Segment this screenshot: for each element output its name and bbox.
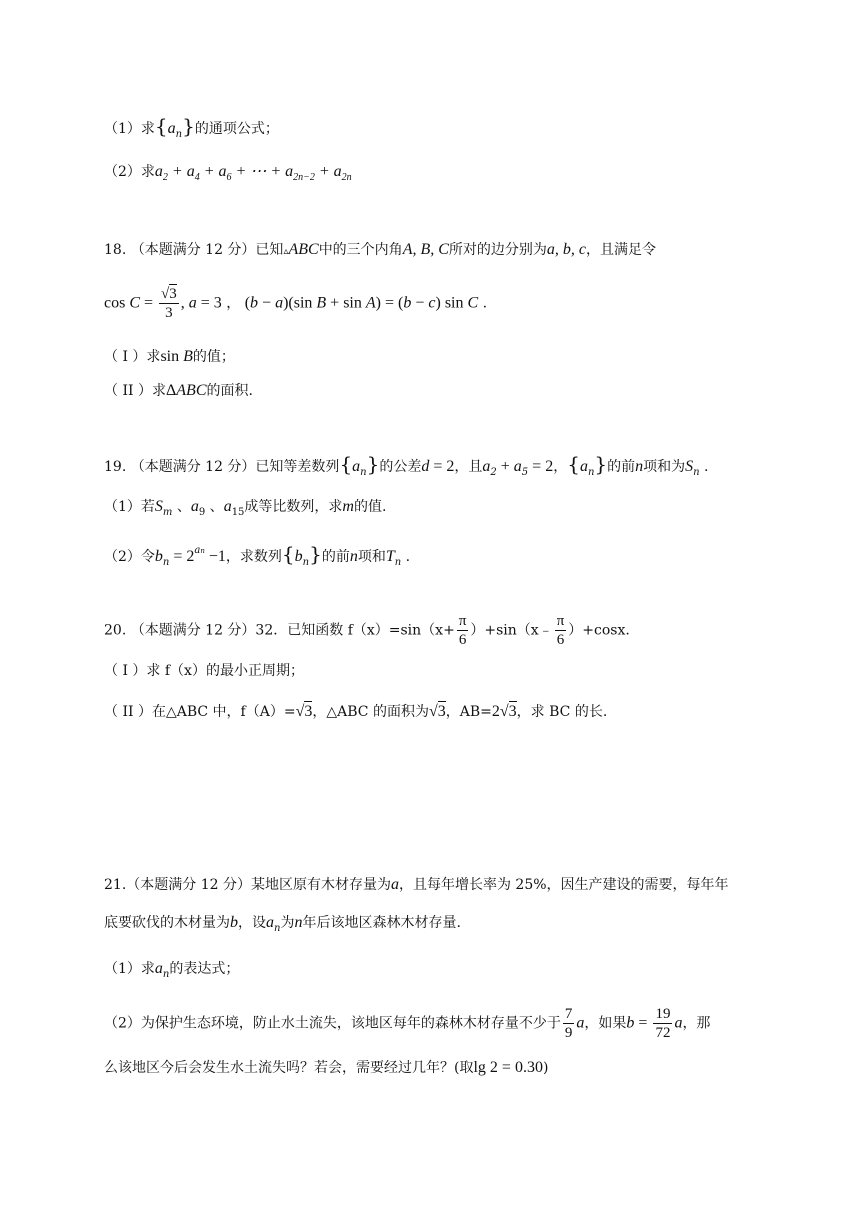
q20-heading: 20. （本题满分 12 分）32．已知函数 f（x）=sin（x+ $\frac{\pi}{6}$ ）+sin（x﹣ $\frac{\pi}{6}$ ）+cosx.: [104, 613, 630, 648]
q21-part2: （2）为保护生态环境，防止水土流失，该地区每年的森林木材存量不少于 $\frac{7}{9}$ a，如果b = $\frac{19}{72}$ a，那: [104, 1006, 711, 1041]
q19-part2: （2）令$b_n = 2^{an} -1$，求数列$\{b_n\}$的前n项和$T_n$ .: [104, 542, 411, 568]
q21-line2: 底要砍伐的木材量为b，设$a_n$为n年后该地区森林木材存量.: [104, 914, 461, 934]
q20-part1: （ I ）求 f（x）的最小正周期；: [104, 663, 304, 679]
q18-conditions: cos C = $\frac{√3}{3}$ , a = 3 ， (b − a)(sin B + sin A) = (b − c) sin C .: [104, 286, 488, 321]
q20-part2: （ II ）在△ABC 中，f（A）=√3，△ABC 的面积为√3，AB=2√3，求 BC 的长.: [104, 703, 608, 720]
q17-part1: （1）求$\{a_n\}$的通项公式；: [104, 114, 279, 140]
seven-ninths-fraction: $\frac{7}{9}$: [564, 1006, 573, 1041]
q21-heading: 21.（本题满分 12 分）某地区原有木材存量为a，且每年增长率为 25%，因生产建设的需要，每年年: [104, 876, 729, 893]
q18-heading: 18. （本题满分 12 分）已知▵ABC中的三个内角A, B, C所对的边分别为a, b, c，且满足令: [104, 241, 657, 258]
q18-part1: （ I ）求sin B的值；: [104, 348, 235, 365]
pi-over-6-fraction: $\frac{\pi}{6}$: [458, 613, 467, 648]
q19-heading: 19. （本题满分 12 分）已知等差数列$\{a_n\}$的公差d = 2，且$a_2 + a_5 = 2$，$\{a_n\}$的前n项和为$S_n$ .: [104, 452, 709, 478]
q21-last-line: 么该地区今后会发生水土流失吗？若会，需要经过几年？(取lg 2 = 0.30): [104, 1059, 549, 1076]
q17-sum-expression: $a_2 + a_4 + a_6$ + ⋯ + $a_{2n-2} + a_{2n}$: [154, 163, 352, 183]
pi-over-6-fraction: $\frac{\pi}{6}$: [556, 613, 565, 648]
nineteen-over-72-fraction: $\frac{19}{72}$: [655, 1006, 671, 1041]
q18-part2: （ II ）求ΔABC的面积.: [104, 382, 253, 399]
sqrt3-over-3-fraction: $\frac{√3}{3}$: [161, 286, 177, 321]
q21-part1: （1）求$a_n$的表达式；: [104, 960, 240, 980]
q17-part2: （2）求$a_2 + a_4 + a_6$ + ⋯ + $a_{2n-2} + a_{2n}$: [104, 163, 352, 183]
q19-part1: （1）若$S_m$ 、$a_9$ 、$a_{15}$成等比数列，求m的值.: [104, 498, 387, 518]
